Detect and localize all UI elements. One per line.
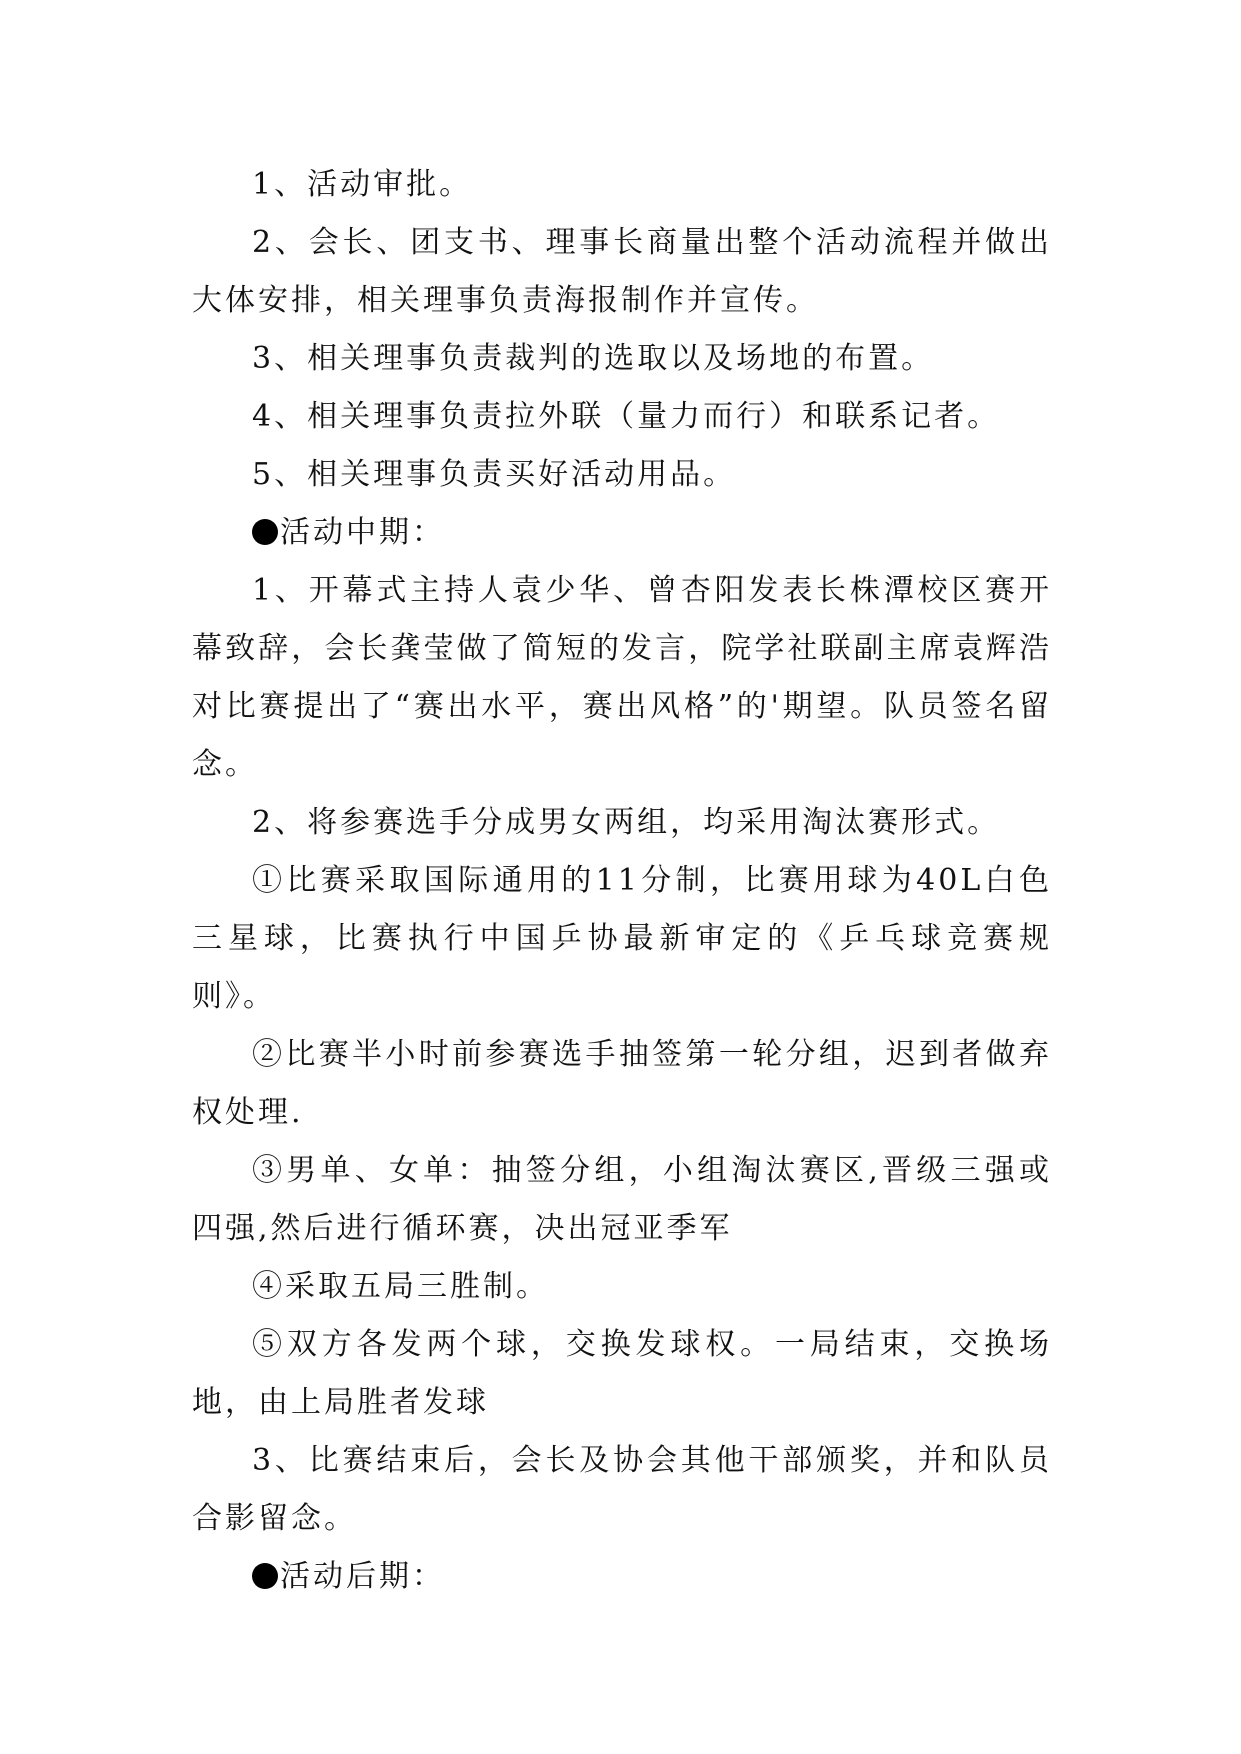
paragraph-step-1-approval: 1、活动审批。 (252, 167, 473, 202)
bullet-dot-icon (252, 1563, 278, 1589)
paragraph-rule-5: ⑤双方各发两个球，交换发球权。一局结束，交换场地，由上局胜者发球 (192, 1327, 1052, 1420)
paragraph-rule-3: ③男单、女单：抽签分组，小组淘汰赛区,晋级三强或四强,然后进行循环赛，决出冠亚季军 (192, 1153, 1052, 1246)
bullet-dot-icon (252, 519, 278, 545)
paragraph-step-5-supplies: 5、相关理事负责买好活动用品。 (252, 457, 737, 492)
paragraph-step-4-sponsorship: 4、相关理事负责拉外联（量力而行）和联系记者。 (252, 399, 1001, 434)
section-heading-mid-stage (192, 504, 1052, 562)
section-heading-late-stage-text: 活动后期： (280, 1559, 445, 1594)
paragraph-rule-2: ②比赛半小时前参赛选手抽签第一轮分组，迟到者做弃权处理. (192, 1037, 1052, 1130)
paragraph-opening-ceremony: 1、开幕式主持人袁少华、曾杏阳发表长株潭校区赛开幕致辞，会长龚莹做了简短的发言，院学社联副主席袁辉浩对比赛提出了“赛出水平，赛出风格”的'期望。队员签名留念。 (192, 573, 1052, 782)
paragraph-step-2-planning: 2、会长、团支书、理事长商量出整个活动流程并做出大体安排，相关理事负责海报制作并宣传。 (192, 225, 1052, 318)
paragraph-grouping: 2、将参赛选手分成男女两组，均采用淘汰赛形式。 (252, 805, 1001, 840)
section-heading-late-stage (192, 1548, 1052, 1606)
section-heading-mid-stage-text: 活动中期： (280, 515, 445, 550)
paragraph-awards: 3、比赛结束后，会长及协会其他干部颁奖，并和队员合影留念。 (192, 1443, 1052, 1536)
paragraph-rule-4: ④采取五局三胜制。 (252, 1269, 549, 1304)
document-body (192, 156, 1052, 1606)
paragraph-rule-1: ①比赛采取国际通用的11分制，比赛用球为40L白色三星球，比赛执行中国乒协最新审定的《乒乓球竞赛规则》。 (192, 863, 1052, 1014)
paragraph-step-3-referees: 3、相关理事负责裁判的选取以及场地的布置。 (252, 341, 935, 376)
